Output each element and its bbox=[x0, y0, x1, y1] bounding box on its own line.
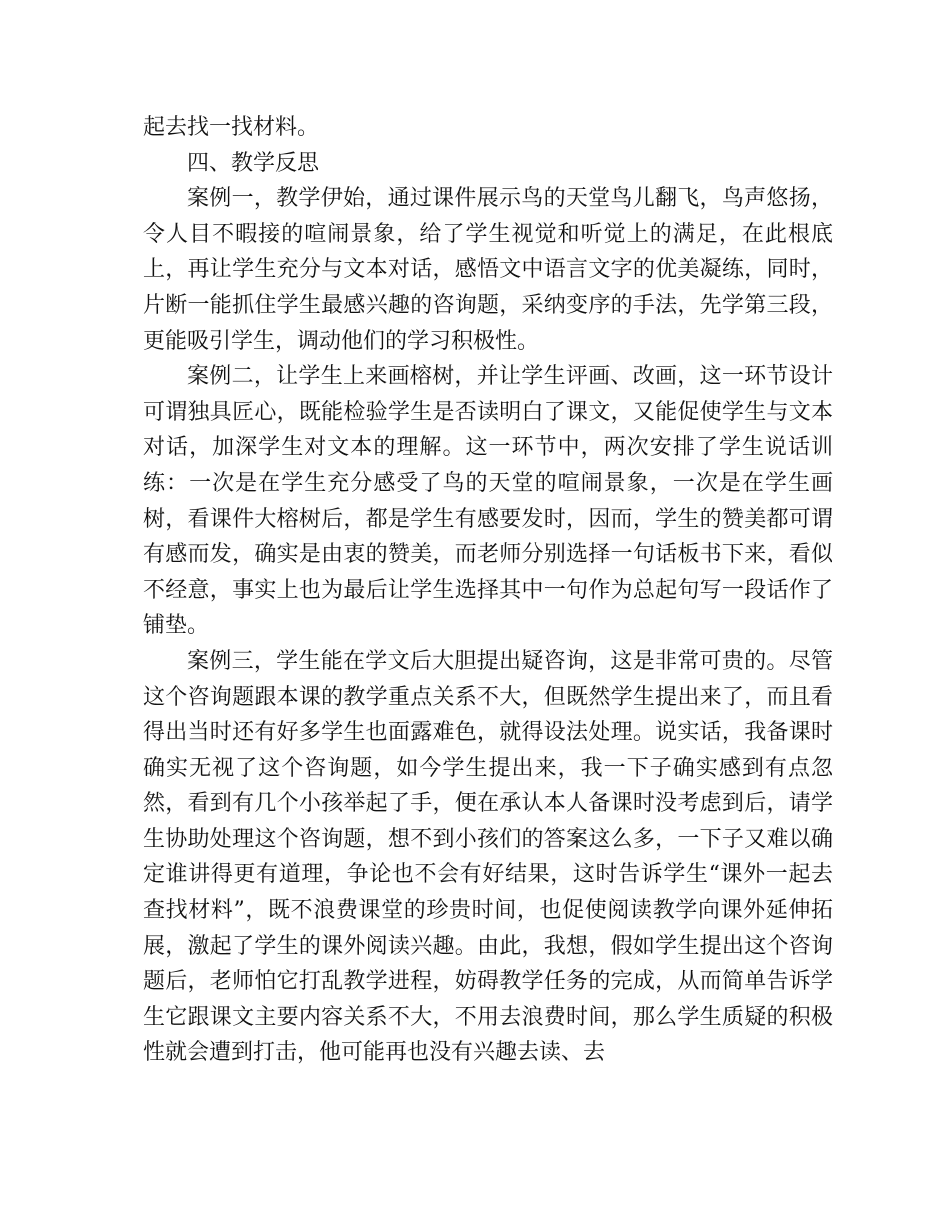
section-heading-teaching-reflection: 四、教学反思 bbox=[187, 150, 320, 176]
paragraph-continuation: 起去找一找材料。 bbox=[143, 115, 320, 140]
document-body bbox=[143, 110, 833, 1071]
paragraph-case-one: 案例一，教学伊始，通过课件展示鸟的天堂鸟儿翻飞，鸟声悠扬，令人目不暇接的喧闹景象，给了学生视觉和听觉上的满足，在此根底上，再让学生充分与文本对话，感悟文中语言文字的优美凝练，同时，片断一能抓住学生最感兴趣的咨询题，采纳变序的手法，先学第三段，更能吸引学生，调动他们的学习积极性。 bbox=[143, 186, 833, 354]
paragraph-case-three: 案例三，学生能在学文后大胆提出疑咨询，这是非常可贵的。尽管这个咨询题跟本课的教学重点关系不大，但既然学生提出来了，而且看得出当时还有好多学生也面露难色，就得设法处理。说实话，我备课时确实无视了这个咨询题，如今学生提出来，我一下子确实感到有点忽然，看到有几个小孩举起了手，便在承认本人备课时没考虑到后，请学生协助处理这个咨询题，想不到小孩们的答案这么多，一下子又难以确定谁讲得更有道理，争论也不会有好结果，这时告诉学生“课外一起去查找材料”，既不浪费课堂的珍贵时间，也促使阅读教学向课外延伸拓展，激起了学生的课外阅读兴趣。由此，我想，假如学生提出这个咨询题后，老师怕它打乱教学进程，妨碍教学任务的完成，从而简单告诉学生它跟课文主要内容关系不大，不用去浪费时间，那么学生质疑的积极性就会遭到打击，他可能再也没有兴趣去读、去 bbox=[143, 648, 833, 1066]
paragraph-case-two: 案例二，让学生上来画榕树，并让学生评画、改画，这一环节设计可谓独具匠心，既能检验学生是否读明白了课文，又能促使学生与文本对话，加深学生对文本的理解。这一环节中，两次安排了学生说话训练：一次是在学生充分感受了鸟的天堂的喧闹景象，一次是在学生画树，看课件大榕树后，都是学生有感要发时，因而，学生的赞美都可谓有感而发，确实是由衷的赞美，而老师分别选择一句话板书下来，看似不经意，事实上也为最后让学生选择其中一句作为总起句写一段话作了铺垫。 bbox=[143, 364, 833, 639]
